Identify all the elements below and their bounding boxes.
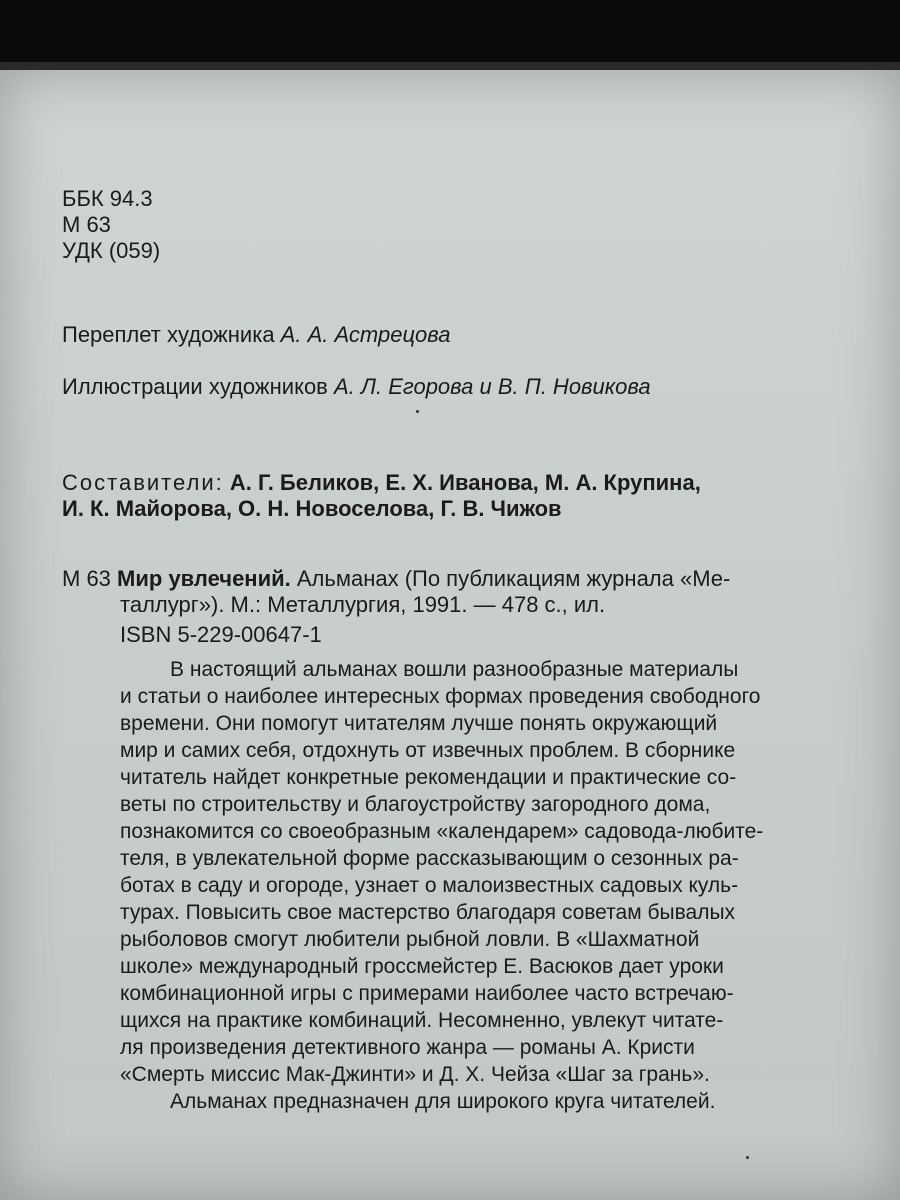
annotation-line: школе» международный гроссмейстер Е. Васюков дает уроки <box>120 955 724 978</box>
binding-artist: А. А. Астрецова <box>280 322 451 347</box>
annotation-line: В настоящий альманах вошли разнообразные материалы <box>170 658 739 681</box>
annotation-line: теля, в увлекательной форме рассказывающим о сезонных ра- <box>120 847 739 870</box>
annotation-line: ля произведения детективного жанра — романы А. Кристи <box>120 1036 695 1059</box>
illustrations-prefix: Иллюстрации художников <box>62 374 334 399</box>
binding-prefix: Переплет художника <box>62 322 281 347</box>
annotation-line: турах. Повысить свое мастерство благодаря советам бывалых <box>120 901 736 924</box>
illustrations-credit <box>62 374 651 400</box>
compilers-label: Составители: <box>62 470 224 495</box>
bibliography-line-2: таллург»). М.: Металлургия, 1991. — 478 с., ил. <box>120 592 606 617</box>
binding-credit <box>62 322 451 348</box>
bibliography-code: М 63 <box>62 566 111 591</box>
annotation-line: мир и самих себя, отдохнуть от извечных проблем. В сборнике <box>120 739 736 762</box>
paper-speck <box>746 1156 749 1159</box>
annotation-line: времени. Они помогут читателям лучше понять окружающий <box>120 712 718 735</box>
book-page <box>0 70 900 1200</box>
compilers-names-1: А. Г. Беликов, Е. Х. Иванова, М. А. Крупина, <box>229 470 701 495</box>
annotation-line: читатель найдет конкретные рекомендации и практические со- <box>120 766 737 789</box>
bibliography-rest: Альманах (По публикациям журнала «Ме- <box>290 566 731 591</box>
bibliography-title: Мир увлечений. <box>117 566 291 591</box>
bibliography-line-1 <box>62 566 730 592</box>
annotation-text <box>120 656 835 1115</box>
paper-speck <box>416 410 419 413</box>
compilers-line-1 <box>62 470 701 496</box>
illustrations-artists: А. Л. Егорова и В. П. Новикова <box>333 374 651 399</box>
annotation-line: веты по строительству и благоустройству загородного дома, <box>120 793 711 816</box>
annotation-line: Альманах предназначен для широкого круга читателей. <box>170 1090 716 1113</box>
annotation-line: «Смерть миссис Мак-Джинти» и Д. Х. Чейза «Шаг за грань». <box>120 1063 710 1086</box>
author-sign: М 63 <box>62 212 111 237</box>
compilers-names-2: И. К. Майорова, О. Н. Новоселова, Г. В. Чижов <box>62 496 562 521</box>
udk-index: УДК (059) <box>62 238 161 263</box>
annotation-line: познакомится со своеобразным «календарем» садовода-любите- <box>120 820 764 843</box>
annotation-line: ботах в саду и огороде, узнает о малоизвестных садовых куль- <box>120 874 739 897</box>
isbn: ISBN 5-229-00647-1 <box>120 622 322 647</box>
annotation-line: и статьи о наиболее интересных формах проведения свободного <box>120 685 761 708</box>
annotation-line: комбинационной игры с примерами наиболее часто встречаю- <box>120 982 734 1005</box>
annotation-line: щихся на практике комбинаций. Несомненно, увлекут читате- <box>120 1009 724 1032</box>
bbk-index: ББК 94.3 <box>62 186 153 211</box>
annotation-line: рыболовов смогут любители рыбной ловли. В «Шахматной <box>120 928 700 951</box>
